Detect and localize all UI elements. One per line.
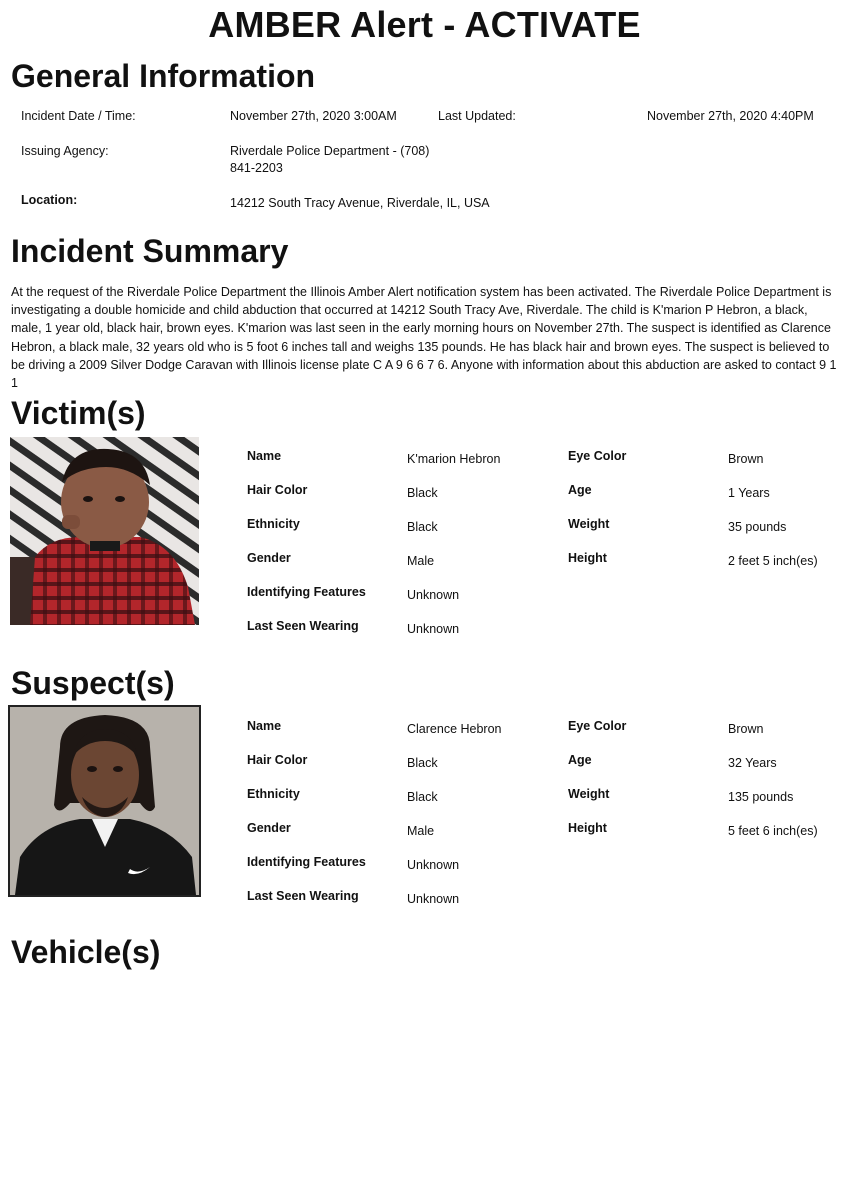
suspect-weight-value: 135 pounds bbox=[728, 790, 794, 804]
suspect-photo bbox=[10, 707, 199, 895]
victim-gender-label: Gender bbox=[247, 551, 291, 565]
victim-hair-label: Hair Color bbox=[247, 483, 308, 497]
victim-age-value: 1 Years bbox=[728, 486, 770, 500]
location-value: 14212 South Tracy Avenue, Riverdale, IL, USA bbox=[230, 196, 490, 210]
last-updated-value: November 27th, 2020 4:40PM bbox=[647, 109, 814, 123]
victim-eye-value: Brown bbox=[728, 452, 764, 466]
suspect-hair-label: Hair Color bbox=[247, 753, 308, 767]
victim-name-value: K'marion Hebron bbox=[407, 452, 501, 466]
suspect-gender-value: Male bbox=[407, 824, 435, 838]
issuing-agency-label: Issuing Agency: bbox=[21, 144, 109, 158]
suspect-height-label: Height bbox=[568, 821, 607, 835]
issuing-agency-line2: 841-2203 bbox=[230, 161, 283, 175]
victim-photo bbox=[10, 437, 199, 625]
victim-wearing-label: Last Seen Wearing bbox=[247, 619, 359, 633]
victim-gender-value: Male bbox=[407, 554, 435, 568]
victim-height-value: 2 feet 5 inch(es) bbox=[728, 554, 818, 568]
issuing-agency-line1: Riverdale Police Department - (708) bbox=[230, 144, 430, 158]
suspect-eye-value: Brown bbox=[728, 722, 764, 736]
victim-weight-value: 35 pounds bbox=[728, 520, 787, 534]
suspect-eye-label: Eye Color bbox=[568, 719, 627, 733]
victim-wearing-value: Unknown bbox=[407, 622, 460, 636]
victim-heading: Victim(s) bbox=[11, 395, 146, 431]
victim-weight-label: Weight bbox=[568, 517, 610, 531]
victim-hair-value: Black bbox=[407, 486, 438, 500]
victim-features-label: Identifying Features bbox=[247, 585, 366, 599]
last-updated-label: Last Updated: bbox=[438, 109, 516, 123]
suspect-weight-label: Weight bbox=[568, 787, 610, 801]
location-label: Location: bbox=[21, 193, 78, 207]
suspect-wearing-label: Last Seen Wearing bbox=[247, 889, 359, 903]
incident-datetime-label: Incident Date / Time: bbox=[21, 109, 136, 123]
suspect-ethnicity-label: Ethnicity bbox=[247, 787, 300, 801]
suspect-ethnicity-value: Black bbox=[407, 790, 438, 804]
victim-eye-label: Eye Color bbox=[568, 449, 627, 463]
vehicle-heading: Vehicle(s) bbox=[11, 934, 161, 970]
suspect-heading: Suspect(s) bbox=[11, 665, 175, 701]
suspect-features-label: Identifying Features bbox=[247, 855, 366, 869]
suspect-name-value: Clarence Hebron bbox=[407, 722, 502, 736]
incident-summary-text: At the request of the Riverdale Police Department the Illinois Amber Alert notification system has been activated. The Riverdale Police Department is investigating a double homicide and child abduction that occurred at 14212 South Tracy Ave, Riverdale. The child is K'marion P Hebron, a black, male, 1 year old, black hair, brown eyes. K'marion was last seen in the early morning hours on November 27th. The suspect is identified as Clarence Hebron, a black male, 32 years old who is 5 foot 6 inches tall and weighs 135 pounds. He has black hair and brown eyes. The suspect is believed to be driving a 2009 Silver Dodge Caravan with Illinois license plate C A 9 6 6 7 6. Anyone with information about this abduction are asked to contact 9 1 1 bbox=[11, 285, 837, 391]
general-info-heading: General Information bbox=[11, 58, 316, 94]
suspect-height-value: 5 feet 6 inch(es) bbox=[728, 824, 818, 838]
victim-height-label: Height bbox=[568, 551, 607, 565]
page-title: AMBER Alert - ACTIVATE bbox=[208, 4, 641, 45]
suspect-wearing-value: Unknown bbox=[407, 892, 460, 906]
suspect-hair-value: Black bbox=[407, 756, 438, 770]
victim-name-label: Name bbox=[247, 449, 282, 463]
victim-ethnicity-label: Ethnicity bbox=[247, 517, 300, 531]
incident-summary-heading: Incident Summary bbox=[11, 233, 289, 269]
victim-features-value: Unknown bbox=[407, 588, 460, 602]
suspect-age-value: 32 Years bbox=[728, 756, 777, 770]
suspect-features-value: Unknown bbox=[407, 858, 460, 872]
incident-datetime-value: November 27th, 2020 3:00AM bbox=[230, 109, 397, 123]
victim-ethnicity-value: Black bbox=[407, 520, 438, 534]
suspect-name-label: Name bbox=[247, 719, 282, 733]
victim-age-label: Age bbox=[568, 483, 592, 497]
suspect-gender-label: Gender bbox=[247, 821, 291, 835]
suspect-age-label: Age bbox=[568, 753, 592, 767]
